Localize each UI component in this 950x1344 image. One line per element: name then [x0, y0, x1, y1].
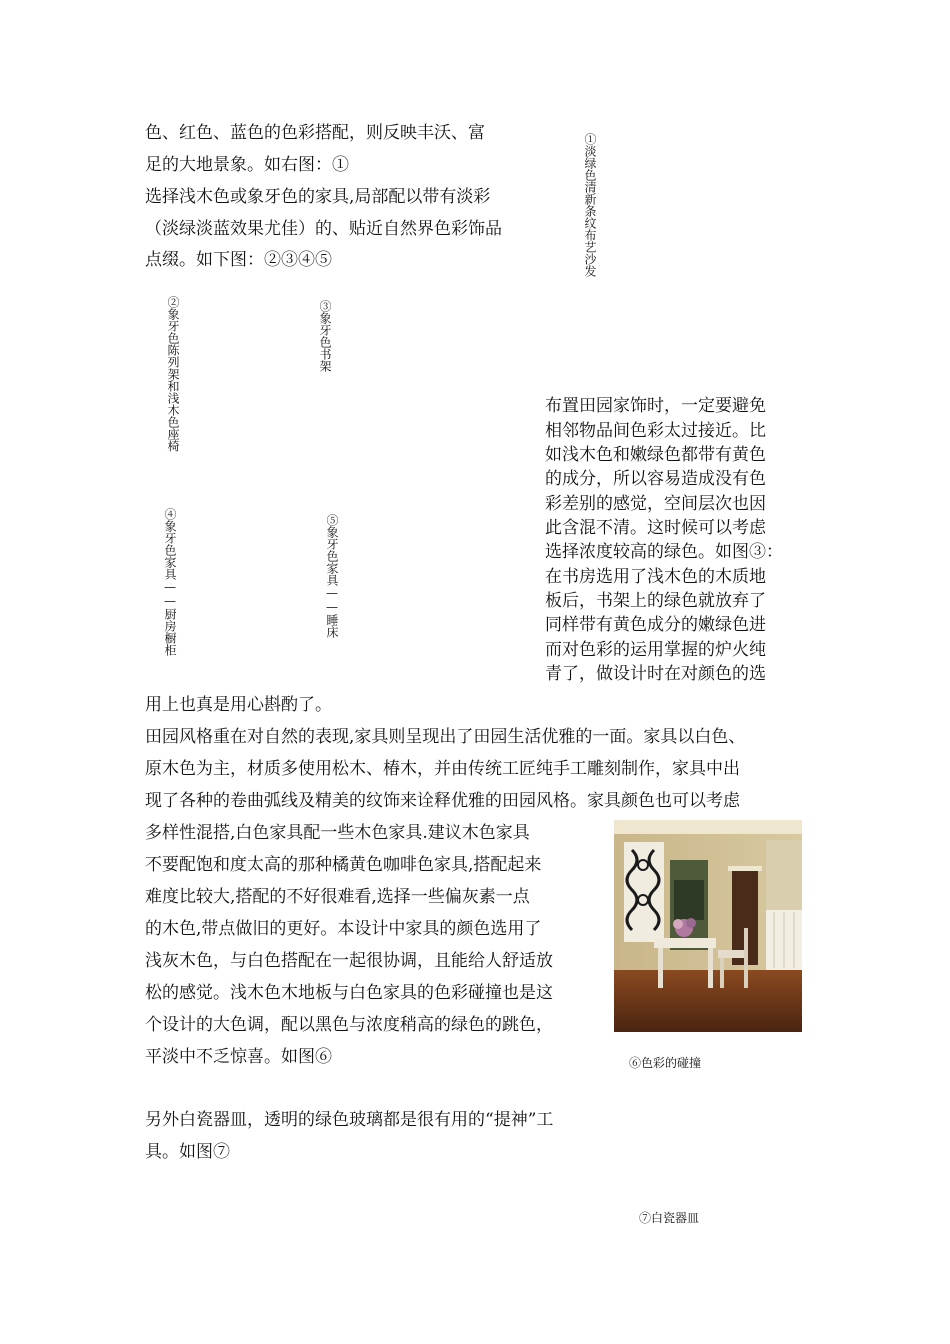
caption-figure-1: ①淡绿色清新条纹布艺沙发	[583, 133, 597, 277]
caption-figure-2: ②象牙色陈列架和浅木色座椅	[166, 296, 180, 452]
text-line: 田园风格重在对自然的表现,家具则呈现出了田园生活优雅的一面。家具以白色、	[145, 727, 746, 747]
text-line: 如浅木色和嫩绿色都带有黄色	[545, 445, 766, 465]
text-line: （淡绿淡蓝效果尤佳）的、贴近自然界色彩饰品	[145, 219, 502, 239]
text-line: 选择浅木色或象牙色的家具,局部配以带有淡彩	[145, 187, 491, 207]
caption-figure-7: ⑦白瓷器皿	[639, 1211, 700, 1225]
text-line: 不要配饱和度太高的那种橘黄色咖啡色家具,搭配起来	[145, 855, 542, 875]
caption-figure-5: ⑤象牙色家具——睡床	[325, 514, 339, 638]
text-line: 点缀。如下图：②③④⑤	[145, 250, 332, 270]
text-line: 的木色,带点做旧的更好。本设计中家具的颜色选用了	[145, 919, 542, 939]
text-line: 而对色彩的运用掌握的炉火纯	[545, 640, 766, 660]
caption-figure-4: ④象牙色家具——厨房橱柜	[163, 508, 177, 656]
interior-photo	[614, 820, 802, 1032]
text-line: 多样性混搭,白色家具配一些木色家具.建议木色家具	[145, 823, 530, 843]
text-line: 现了各种的卷曲弧线及精美的纹饰来诠释优雅的田园风格。家具颜色也可以考虑	[145, 791, 740, 811]
text-line: 足的大地景象。如右图：①	[145, 155, 349, 175]
text-line: 松的感觉。浅木色木地板与白色家具的色彩碰撞也是这	[145, 983, 553, 1003]
text-line: 另外白瓷器皿，透明的绿色玻璃都是很有用的“提神”工	[145, 1110, 554, 1130]
caption-figure-6: ⑥色彩的碰撞	[629, 1056, 702, 1070]
text-line: 同样带有黄色成分的嫩绿色进	[545, 615, 766, 635]
text-line: 在书房选用了浅木色的木质地	[545, 567, 766, 587]
text-line: 原木色为主，材质多使用松木、椿木，并由传统工匠纯手工雕刻制作，家具中出	[145, 759, 740, 779]
text-line: 相邻物品间色彩太过接近。比	[545, 421, 766, 441]
text-line: 浅灰木色，与白色搭配在一起很协调，且能给人舒适放	[145, 951, 553, 971]
text-line: 用上也真是用心斟酌了。	[145, 695, 332, 715]
text-line: 青了，做设计时在对颜色的选	[545, 664, 766, 684]
text-line: 此含混不清。这时候可以考虑	[545, 518, 766, 538]
caption-figure-3: ③象牙色书架	[318, 300, 332, 372]
text-line: 个设计的大色调，配以黑色与浓度稍高的绿色的跳色，	[145, 1015, 553, 1035]
text-line: 彩差别的感觉，空间层次也因	[545, 494, 766, 514]
text-line: 难度比较大,搭配的不好很难看,选择一些偏灰素一点	[145, 887, 530, 907]
text-line: 板后，书架上的绿色就放弃了	[545, 591, 766, 611]
text-line: 选择浓度较高的绿色。如图③：	[545, 542, 783, 562]
text-line: 平淡中不乏惊喜。如图⑥	[145, 1047, 332, 1067]
text-line: 具。如图⑦	[145, 1142, 230, 1162]
text-line: 色、红色、蓝色的色彩搭配，则反映丰沃、富	[145, 123, 485, 143]
text-line: 的成分，所以容易造成没有色	[545, 469, 766, 489]
text-line: 布置田园家饰时，一定要避免	[545, 396, 766, 416]
